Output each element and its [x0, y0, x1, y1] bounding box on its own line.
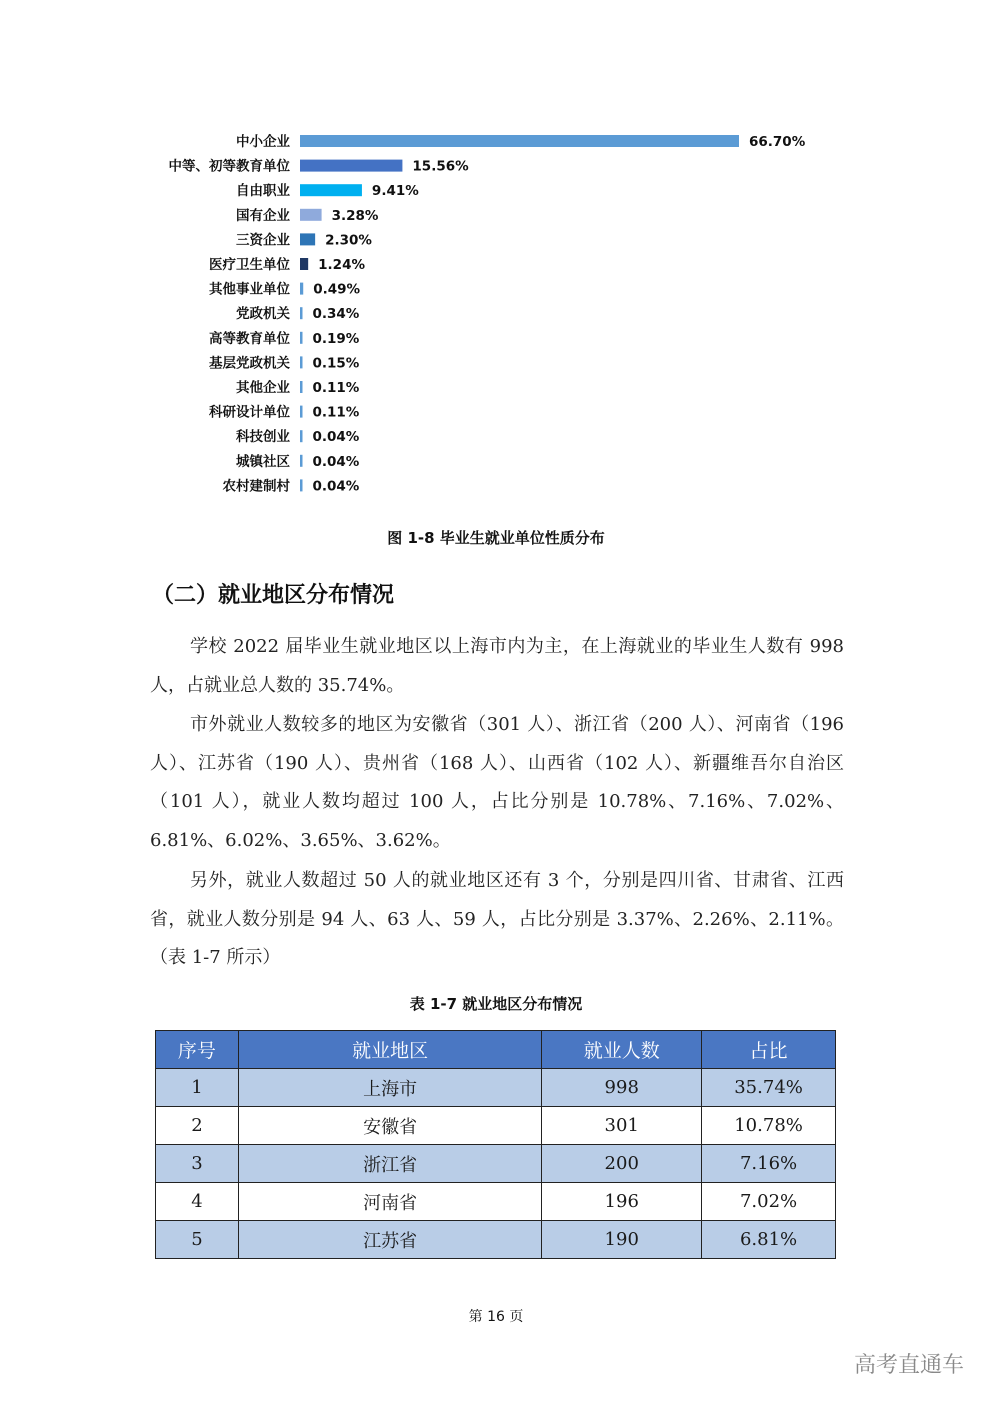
cell-count: 196: [542, 1183, 702, 1221]
cell-share: 7.02%: [702, 1183, 836, 1221]
category-label: 三资企业: [236, 232, 290, 249]
value-label: 0.04%: [312, 478, 360, 495]
category-label: 中小企业: [236, 134, 290, 150]
table-row: [156, 1221, 836, 1259]
header-share: 占比: [702, 1031, 836, 1069]
category-label: 科技创业: [236, 429, 290, 446]
bar: [300, 332, 303, 344]
cell-count: 190: [542, 1221, 702, 1259]
value-label: 66.70%: [749, 134, 806, 150]
category-label: 国有企业: [236, 207, 290, 224]
value-label: 0.49%: [313, 281, 361, 298]
page-number: 第 16 页: [468, 1309, 524, 1325]
value-label: 15.56%: [412, 158, 469, 175]
cell-share: 35.74%: [702, 1069, 836, 1107]
bar: [300, 381, 303, 393]
cell-region: 上海市: [238, 1069, 541, 1107]
category-label: 科研设计单位: [209, 404, 290, 421]
category-label: 高等教育单位: [209, 330, 290, 347]
cell-share: 6.81%: [702, 1221, 836, 1259]
figure-caption: 图 1-8 毕业生就业单位性质分布: [387, 529, 605, 547]
region-distribution-table: [155, 1030, 836, 1259]
unit-nature-bar-chart: [0, 120, 992, 510]
header-count: 就业人数: [542, 1031, 702, 1069]
header-index: 序号: [156, 1031, 239, 1069]
value-label: 9.41%: [371, 183, 419, 200]
value-label: 0.15%: [312, 355, 360, 372]
cell-count: 301: [542, 1107, 702, 1145]
bar: [300, 184, 362, 196]
category-label: 自由职业: [236, 183, 290, 200]
cell-index: 4: [156, 1183, 239, 1221]
bar: [300, 356, 303, 368]
table-row: [156, 1183, 836, 1221]
cell-share: 10.78%: [702, 1107, 836, 1145]
category-label: 医疗卫生单位: [209, 257, 290, 273]
table-row: [156, 1069, 836, 1107]
bar-chart-svg: [0, 120, 992, 510]
bar: [300, 258, 308, 270]
cell-index: 5: [156, 1221, 239, 1259]
cell-index: 2: [156, 1107, 239, 1145]
bar: [300, 209, 322, 221]
category-label: 农村建制村: [222, 478, 290, 495]
bar: [300, 479, 303, 491]
cell-index: 1: [156, 1069, 239, 1107]
header-region: 就业地区: [238, 1031, 541, 1069]
watermark-text: 高考直通车: [853, 1353, 964, 1378]
cell-region: 江苏省: [238, 1221, 541, 1259]
value-label: 2.30%: [325, 232, 372, 249]
cell-share: 7.16%: [702, 1145, 836, 1183]
value-label: 0.04%: [312, 453, 360, 470]
cell-count: 200: [542, 1145, 702, 1183]
bar: [300, 406, 303, 418]
table-row: [156, 1107, 836, 1145]
cell-count: 998: [542, 1069, 702, 1107]
category-label: 城镇社区: [236, 453, 290, 470]
value-label: 1.24%: [318, 257, 366, 273]
bar: [300, 160, 402, 172]
cell-region: 安徽省: [238, 1107, 541, 1145]
paragraph-outside-regions: 市外就业人数较多的地区为安徽省（301 人）、浙江省（200 人）、河南省（196 人）、江苏省（190 人）、贵州省（168 人）、山西省（102 人）、新疆维吾尔自治区（101 人），就业人数均超过 100 人，占比分别是 10.78%、7.16%、7.02%、6.81%、6.02%、3.65%、3.62%。: [150, 714, 844, 851]
value-label: 0.04%: [312, 429, 360, 446]
paragraph-shanghai: 学校 2022 届毕业生就业地区以上海市内为主，在上海就业的毕业生人数有 998 人，占就业总人数的 35.74%。: [150, 636, 844, 696]
cell-index: 3: [156, 1145, 239, 1183]
table-row: [156, 1145, 836, 1183]
table-header-row: [156, 1031, 836, 1069]
bar: [300, 307, 303, 319]
bar: [300, 283, 303, 295]
value-label: 0.34%: [312, 306, 360, 323]
cell-region: 浙江省: [238, 1145, 541, 1183]
bar: [300, 135, 739, 147]
paragraph-other-regions: 另外，就业人数超过 50 人的就业地区还有 3 个，分别是四川省、甘肃省、江西省，就业人数分别是 94 人、63 人、59 人，占比分别是 3.37%、2.26%、2.11%。（表 1-7 所示）: [150, 870, 844, 968]
category-label: 中等、初等教育单位: [168, 158, 290, 175]
section-heading: （二）就业地区分布情况: [152, 583, 395, 608]
bar: [300, 430, 303, 442]
bar: [300, 455, 303, 467]
table-caption: 表 1-7 就业地区分布情况: [409, 995, 583, 1013]
value-label: 0.19%: [312, 330, 360, 347]
value-label: 3.28%: [331, 207, 379, 224]
value-label: 0.11%: [312, 404, 360, 421]
bar: [300, 233, 315, 245]
category-label: 党政机关: [236, 306, 290, 323]
category-label: 基层党政机关: [209, 355, 290, 372]
cell-region: 河南省: [238, 1183, 541, 1221]
value-label: 0.11%: [312, 380, 360, 396]
category-label: 其他企业: [236, 380, 290, 396]
category-label: 其他事业单位: [209, 281, 290, 298]
